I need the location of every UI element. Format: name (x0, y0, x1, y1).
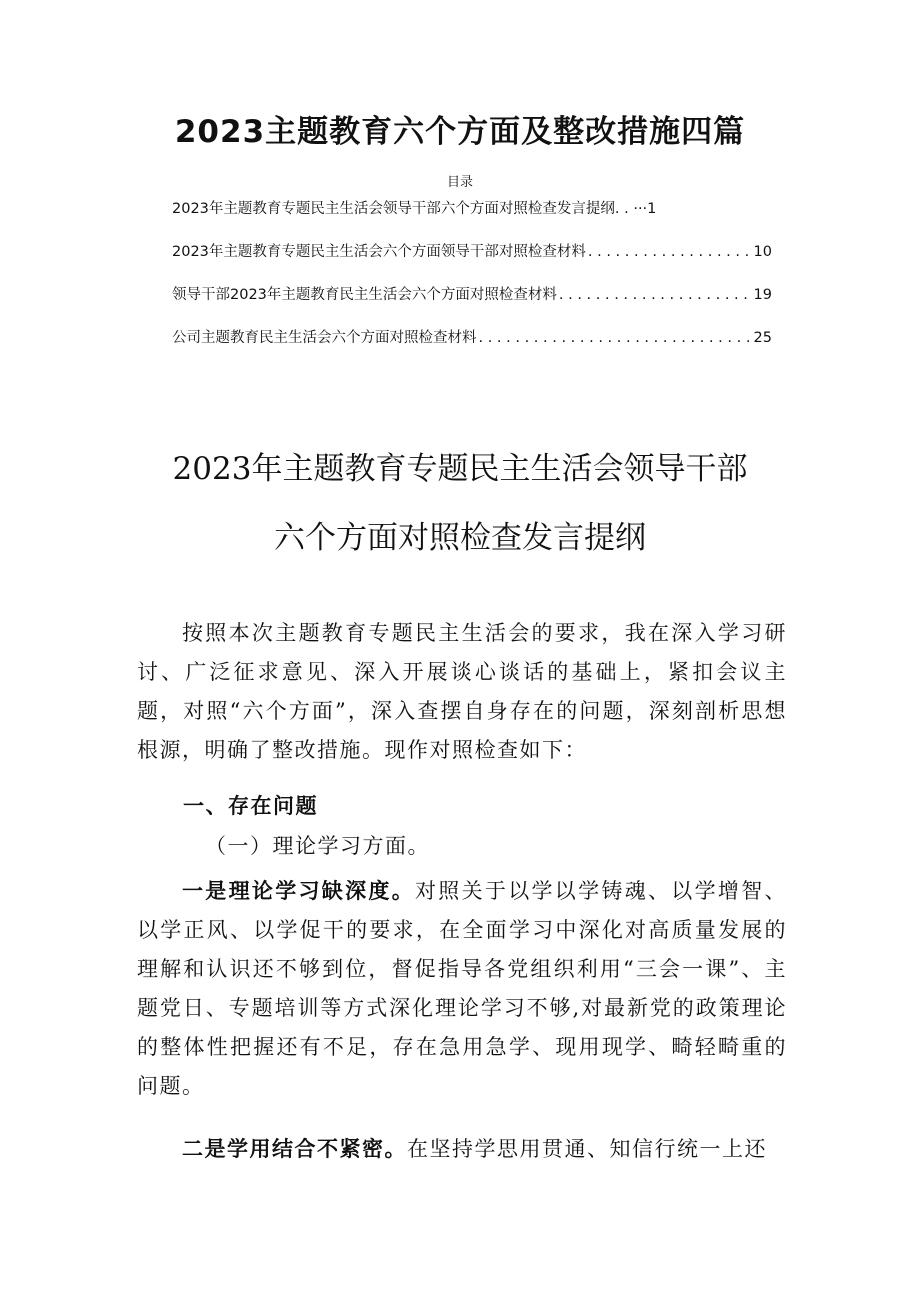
table-of-contents (172, 188, 772, 360)
toc-leader-dots (588, 231, 752, 274)
point-1-lead: 一是理论学习缺深度。 (182, 878, 415, 903)
document-title: 2023主题教育六个方面及整改措施四篇 (174, 114, 746, 150)
point-2-paragraph (137, 1129, 787, 1169)
toc-entry[interactable] (172, 317, 772, 360)
toc-entry[interactable] (172, 274, 772, 317)
toc-entry[interactable] (172, 188, 772, 231)
toc-leader-dots (479, 317, 752, 360)
intro-paragraph (137, 614, 787, 770)
toc-entry-title: 公司主题教育民主生活会六个方面对照检查材料 (172, 330, 477, 346)
toc-heading: 目录 (446, 175, 473, 190)
point-1-text: 对照关于以学以学铸魂、以学增智、以学正风、以学促干的要求，在全面学习中深化对高质量发展的理解和认识还不够到位，督促指导各党组织利用“三会一课”、主题党日、专题培训等方式深化理论学习不够,对最新党的政策理论的整体性把握还有不足，存在急用急学、现用现学、畸轻畸重的问题。 (137, 879, 787, 1098)
point-2-text: 在坚持学思用贯通、知信行统一上还 (407, 1137, 767, 1161)
toc-entry-page: 1 (647, 201, 657, 217)
subsection-heading: （一）理论学习方面。 (205, 834, 430, 858)
section-title-line-1: 2023年主题教育专题民主生活会领导干部 (172, 451, 748, 487)
toc-entry-page: 10 (753, 244, 772, 260)
toc-entry-title: 2023年主题教育专题民主生活会六个方面领导干部对照检查材料 (172, 244, 586, 260)
toc-entry[interactable] (172, 231, 772, 274)
toc-entry-page: 25 (753, 330, 772, 346)
toc-leader-dots (559, 274, 752, 317)
toc-entry-page: 19 (753, 287, 772, 303)
toc-entry-title: 2023年主题教育专题民主生活会领导干部六个方面对照检查发言提纲. . ··· (172, 201, 648, 217)
toc-entry-title: 领导干部2023年主题教育民主生活会六个方面对照检查材料 (172, 287, 557, 303)
point-1-paragraph (137, 871, 787, 1106)
section-title-line-2: 六个方面对照检查发言提纲 (274, 520, 646, 556)
intro-paragraph-text: 按照本次主题教育专题民主生活会的要求，我在深入学习研讨、广泛征求意见、深入开展谈心谈话的基础上，紧扣会议主题，对照“六个方面”，深入查摆自身存在的问题，深刻剖析思想根源，明确了整改措施。现作对照检查如下： (137, 621, 787, 762)
point-2-lead: 二是学用结合不紧密。 (182, 1136, 407, 1161)
section-heading: 一、存在问题 (183, 793, 318, 818)
